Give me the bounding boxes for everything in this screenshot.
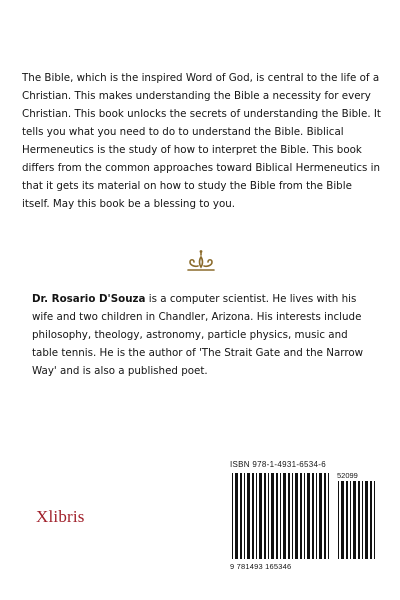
publisher-logo: Xlibris: [36, 507, 85, 526]
book-description: The Bible, which is the inspired Word of God, is central to the life of a Christian. This makes understanding the Bible a necessity for every Christian. This book unlocks the secrets of understanding the Bible. It tells you what you need to do to understand the Bible. Biblical Hermeneutics is the study of how to interpret the Bible. This book differs from the common approaches toward Biblical Hermeneutics in that it gets its material on how to study the Bible from the Bible itself. May this book be a blessing to you.: [22, 72, 381, 210]
barcode-stripe: [307, 473, 310, 559]
barcode-stripe: [319, 473, 322, 559]
barcode-stripe: [365, 481, 368, 559]
barcode-stripe: [247, 473, 250, 559]
barcode-stripe: [256, 473, 257, 559]
barcode-stripe: [374, 481, 375, 559]
barcode-stripe: [350, 481, 351, 559]
barcode-stripe: [300, 473, 302, 559]
barcode-stripe: [252, 473, 254, 559]
flourish-ornament-icon: [184, 249, 218, 275]
barcode-stripe: [370, 481, 372, 559]
barcode-digits: 9 781493 165346: [230, 562, 292, 571]
barcode-stripe: [259, 473, 262, 559]
barcode-stripe: [304, 473, 305, 559]
barcode-stripe: [312, 473, 314, 559]
price-code: 52099: [337, 471, 358, 480]
barcode-stripe: [358, 481, 360, 559]
barcode-stripe: [338, 481, 339, 559]
barcode-stripe: [244, 473, 245, 559]
barcode-stripe: [353, 481, 356, 559]
barcode-stripe: [292, 473, 293, 559]
barcode-stripe: [328, 473, 329, 559]
barcode-stripe: [280, 473, 281, 559]
author-bio: [32, 290, 372, 380]
barcode-stripe: [346, 481, 348, 559]
barcode-stripe: [324, 473, 326, 559]
barcode-stripe: [271, 473, 274, 559]
barcode-stripe: [295, 473, 298, 559]
barcode-stripe: [235, 473, 238, 559]
barcode-stripe: [264, 473, 266, 559]
isbn-number: ISBN 978-1-4931-6534-6: [230, 460, 326, 469]
barcode-stripe: [288, 473, 290, 559]
barcode-stripe: [341, 481, 344, 559]
barcode-stripe: [268, 473, 269, 559]
author-name: Dr. Rosario D'Souza: [32, 293, 146, 305]
barcode-stripe: [232, 473, 233, 559]
barcode-stripe: [283, 473, 286, 559]
barcode-stripe: [276, 473, 278, 559]
barcode-stripe: [362, 481, 363, 559]
author-bio-text: is a computer scientist. He lives with his wife and two children in Chandler, Arizona. His interests include philosophy, theology, astronomy, particle physics, music and table tennis. He is the author of 'The Strait Gate and the Narrow Way' and is also a published poet.: [32, 293, 364, 377]
barcode-stripe: [316, 473, 317, 559]
barcode-stripe: [240, 473, 242, 559]
